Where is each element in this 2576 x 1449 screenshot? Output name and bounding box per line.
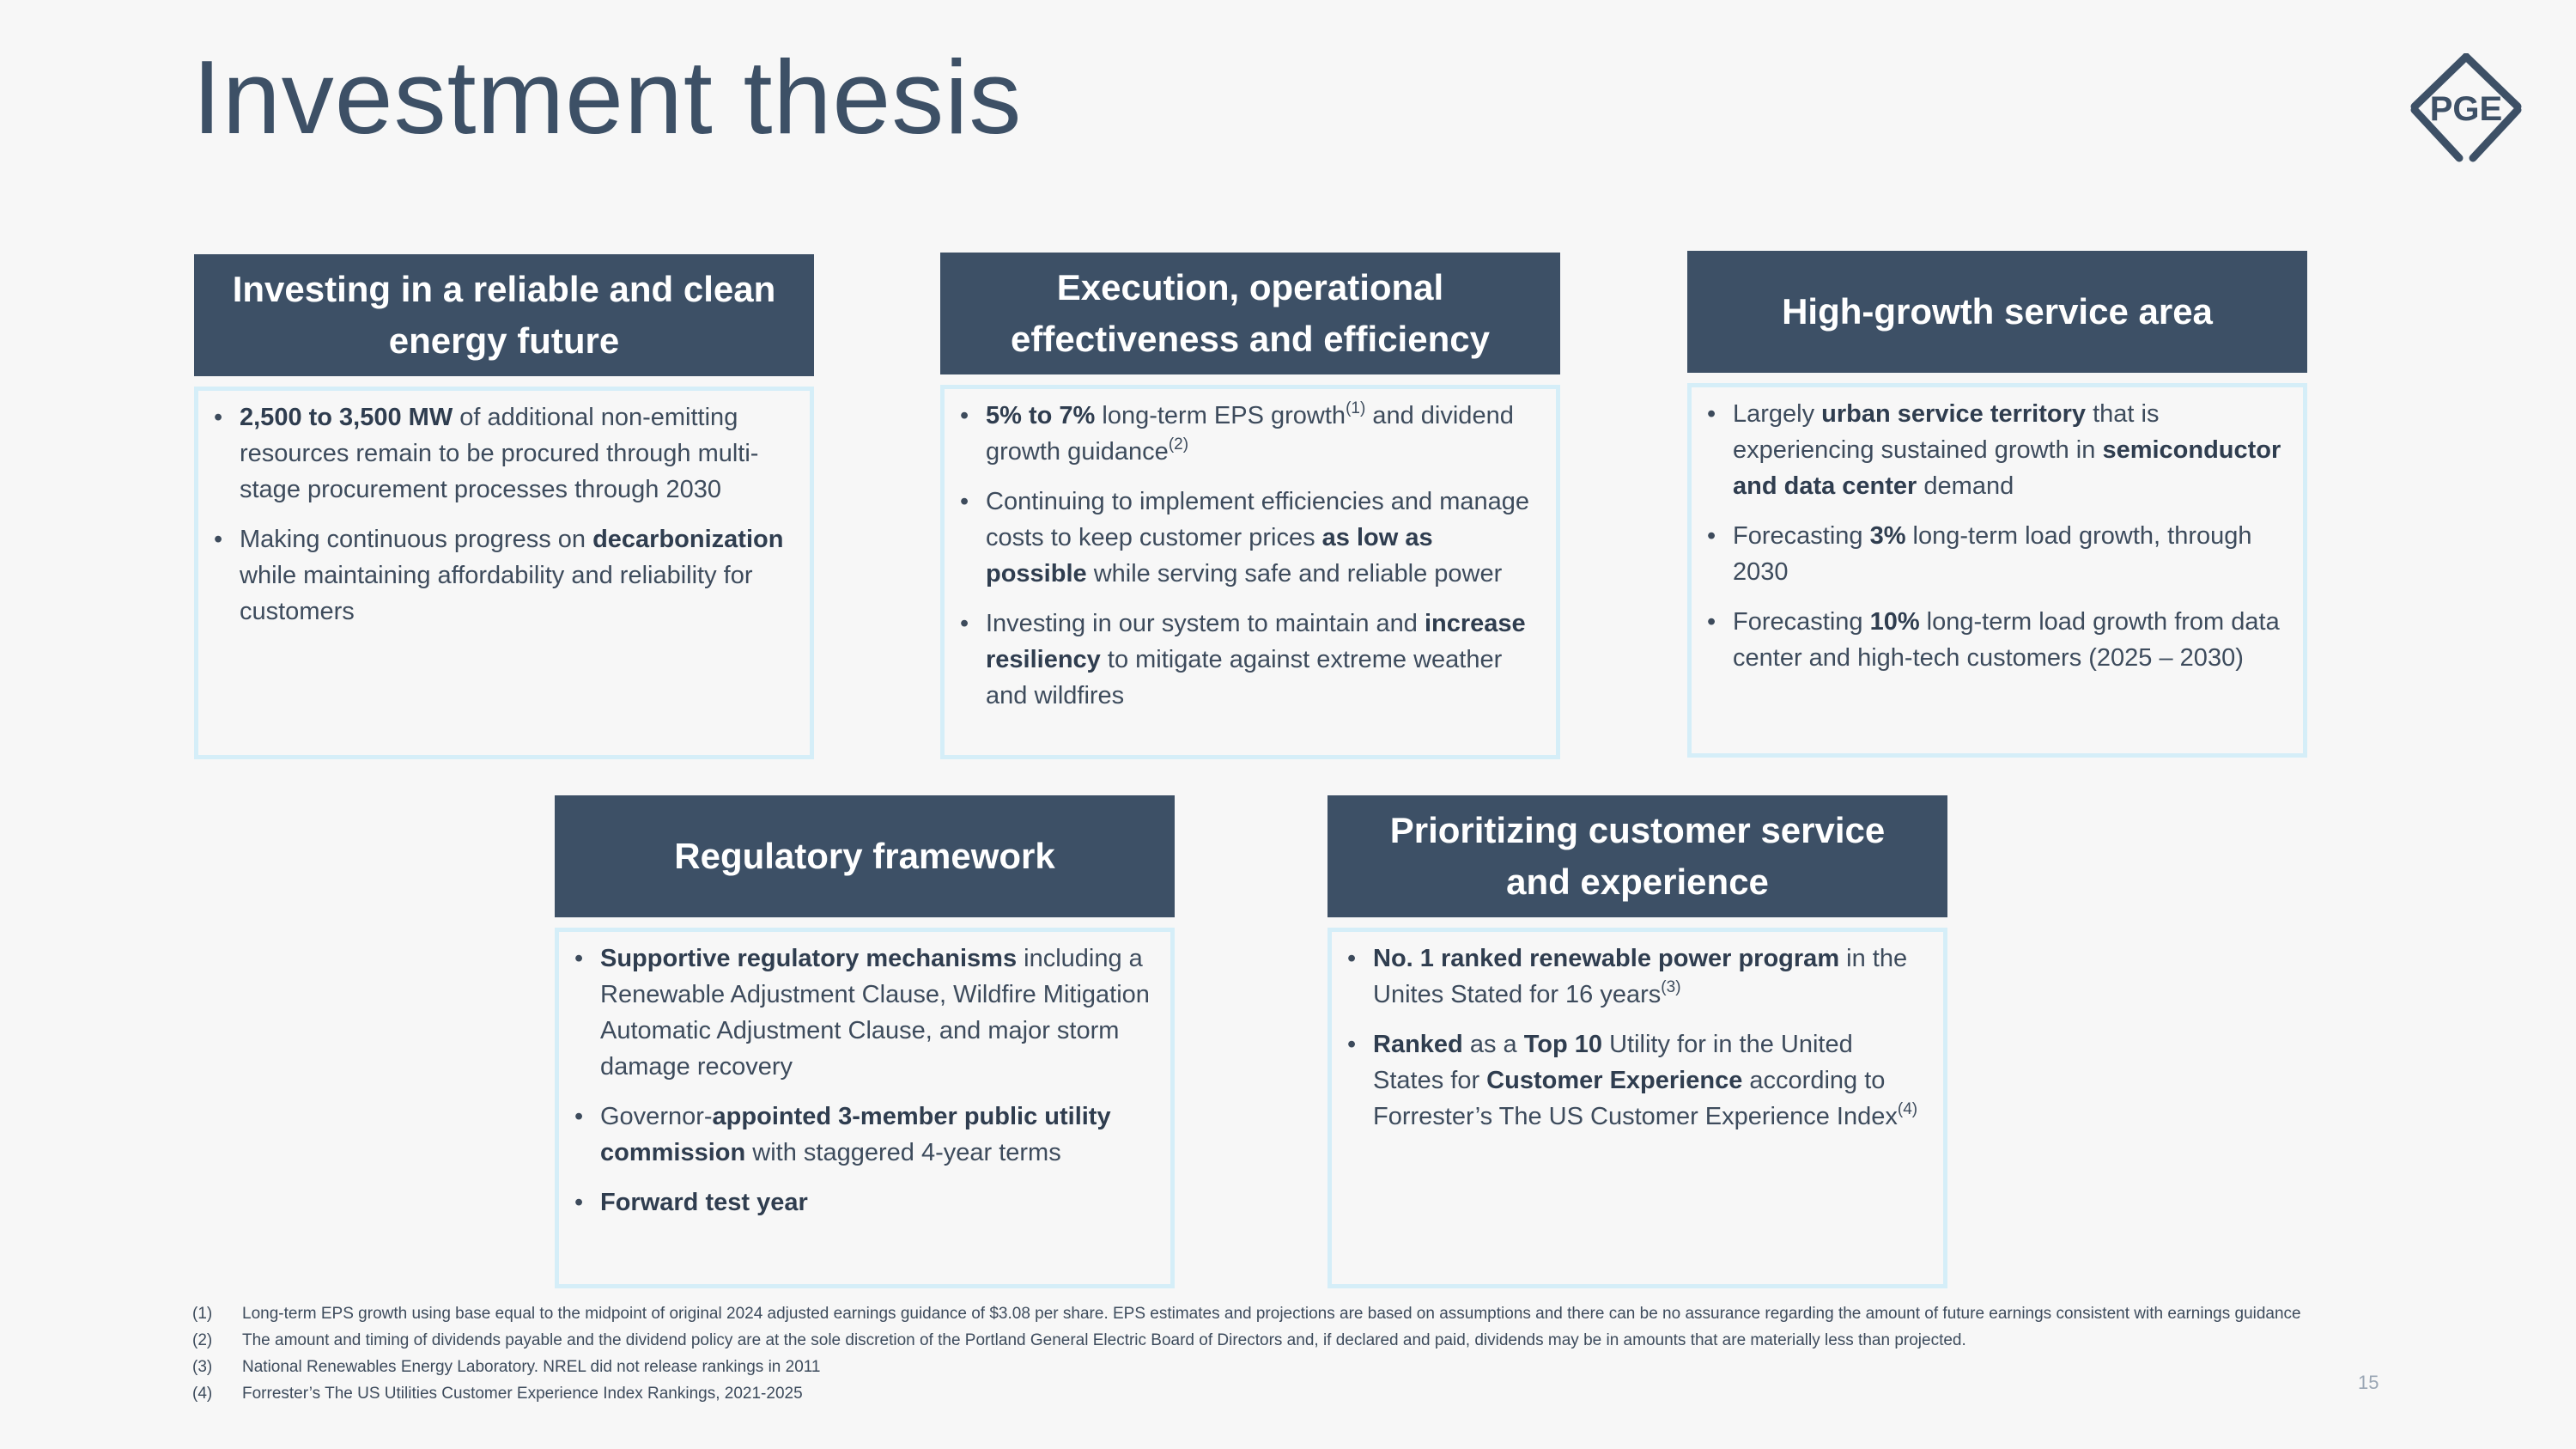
card-reliable-clean-energy: [194, 254, 814, 759]
footnote-2: (2) The amount and timing of dividends payable and the dividend policy are at the sole discretion of the Portland General Electric Board of Directors and, if declared and paid, dividends may be in amounts that are materially less than projected.: [192, 1331, 1966, 1349]
page-number: 15: [2358, 1372, 2379, 1393]
card-header: Investing in a reliable and clean energy future: [194, 254, 814, 376]
card-header: High-growth service area: [1687, 251, 2307, 373]
card-header: Prioritizing customer service and experience: [1327, 795, 1947, 917]
logo-text: PGE: [2429, 90, 2503, 128]
bullet-item: • Largely urban service territory that is experiencing sustained growth in semiconductor and data center demand: [1733, 396, 2286, 504]
card-body: [1687, 383, 2307, 758]
footnotes: [192, 1302, 2322, 1405]
bullet-item: • Continuing to implement efficiencies and manage costs to keep customer prices as low as possible while serving safe and reliable power: [986, 484, 1539, 592]
card-body: [1327, 928, 1947, 1288]
card-header: Execution, operational effectiveness and efficiency: [940, 253, 1560, 374]
footnote-3: (3) National Renewables Energy Laboratory. NREL did not release rankings in 2011: [192, 1358, 821, 1376]
bullet-item: • Supportive regulatory mechanisms including a Renewable Adjustment Clause, Wildfire Mitigation Automatic Adjustment Clause, and major storm damage recovery: [600, 941, 1153, 1085]
card-header: Regulatory framework: [555, 795, 1175, 917]
card-regulatory-framework: [555, 795, 1175, 1288]
footnote-1: (1) Long-term EPS growth using base equal to the midpoint of original 2024 adjusted earnings guidance of $3.08 per share. EPS estimates and projections are based on assumptions and there can be no assurance regarding the amount of future earnings consistent with earnings guidance: [192, 1305, 2301, 1323]
bullet-item: • No. 1 ranked renewable power program in the Unites Stated for 16 years$^{(3)}$: [1373, 941, 1926, 1013]
card-body: [194, 387, 814, 759]
bullet-item: • Governor-appointed 3-member public utility commission with staggered 4-year terms: [600, 1099, 1153, 1171]
bullet-item: • Making continuous progress on decarbonization while maintaining affordability and reliability for customers: [240, 521, 793, 630]
footnote-4: (4) Forrester’s The US Utilities Customer Experience Index Rankings, 2021-2025: [192, 1385, 803, 1403]
bullet-item: • Forecasting 3% long-term load growth, through 2030: [1733, 518, 2286, 590]
card-body: [555, 928, 1175, 1288]
bullet-item: • 5% to 7% long-term EPS growth$^{(1)}$ and dividend growth guidance$^{(2)}$: [986, 398, 1539, 470]
page-title: Investment thesis: [192, 39, 1023, 155]
bullet-item: • Investing in our system to maintain and increase resiliency to mitigate against extreme weather and wildfires: [986, 606, 1539, 714]
card-execution-efficiency: [940, 253, 1560, 759]
card-high-growth-area: [1687, 251, 2307, 758]
bullet-item: • Ranked as a Top 10 Utility for in the United States for Customer Experience according to Forrester’s The US Customer Experience Index$^{(4)}$: [1373, 1026, 1926, 1135]
bullet-item: • 2,500 to 3,500 MW of additional non-emitting resources remain to be procured through multi-stage procurement processes through 2030: [240, 399, 793, 508]
card-customer-service: [1327, 795, 1947, 1288]
card-body: [940, 385, 1560, 759]
bullet-item: • Forward test year: [600, 1184, 1153, 1221]
bullet-item: • Forecasting 10% long-term load growth from data center and high-tech customers (2025 – 2030): [1733, 604, 2286, 676]
pge-logo: [2409, 53, 2523, 163]
